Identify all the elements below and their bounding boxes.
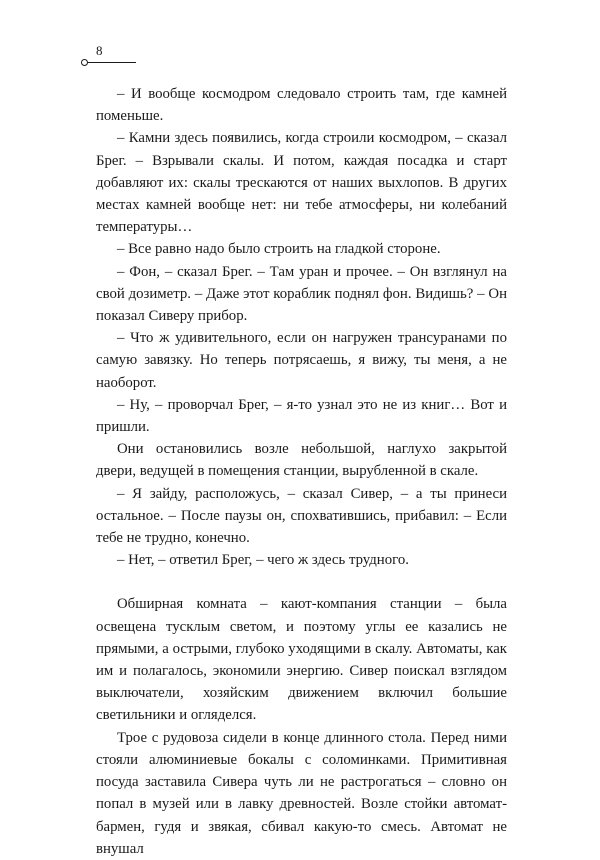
paragraph: – Все равно надо было строить на гладкой стороне. <box>117 241 441 258</box>
paragraph: Обширная комната – кают-компания станции – была освещена тусклым светом, и поэтому углы ее казались не прямыми, а острыми, глубоко уходящими в скалу. Автоматы, как им и полагалось, экономили энергию. Сивер поискал взглядом выключатели, хозяйским движением включил большие светильники и огляделся. <box>96 596 507 724</box>
section-break <box>96 571 507 593</box>
paragraph: – Что ж удивительного, если он нагружен трансуранами по самую завязку. Но теперь потрясаешь, я вижу, ты меня, а не наоборот. <box>96 330 507 391</box>
page-number: 8 <box>96 43 103 58</box>
paragraph: – Камни здесь появились, когда строили космодром, – сказал Брег. – Взрывали скалы. И потом, каждая посадка и старт добавляют их: скалы трескаются от наших выхлопов. В других местах камней вообще нет: ни тебе атмосферы, ни колебаний температуры… <box>96 130 507 236</box>
header-rule <box>84 62 136 63</box>
paragraph: – Я зайду, расположусь, – сказал Сивер, – а ты принеси остальное. – После паузы он, спохватившись, прибавил: – Если тебе не трудно, конечно. <box>96 485 507 547</box>
paragraph: Трое с рудовоза сидели в конце длинного стола. Перед ними стояли алюминиевые бокалы с соломинками. Примитивная посуда заставила Сивера чуть ли не растрогаться – словно он попал в музей или в лавку древностей. Возле стойки автомат-бармен, гудя и звякая, сбивал какую-то смесь. Автомат не внушал <box>96 729 507 857</box>
paragraph: – Фон, – сказал Брег. – Там уран и прочее. – Он взглянул на свой дозиметр. – Даже этот кораблик поднял фон. Видишь? – Он показал Сиверу прибор. <box>96 263 507 325</box>
paragraph: – Ну, – проворчал Брег, – я-то узнал это не из книг… Вот и пришли. <box>96 396 507 436</box>
body-text <box>96 83 507 860</box>
paragraph: – Нет, – ответил Брег, – чего ж здесь трудного. <box>117 552 409 569</box>
header-dot-ornament <box>81 59 88 66</box>
paragraph: – И вообще космодром следовало строить там, где камней поменьше. <box>96 86 507 125</box>
paragraph: Они остановились возле небольшой, наглухо закрытой двери, ведущей в помещения станции, вырубленной в скале. <box>96 441 507 480</box>
